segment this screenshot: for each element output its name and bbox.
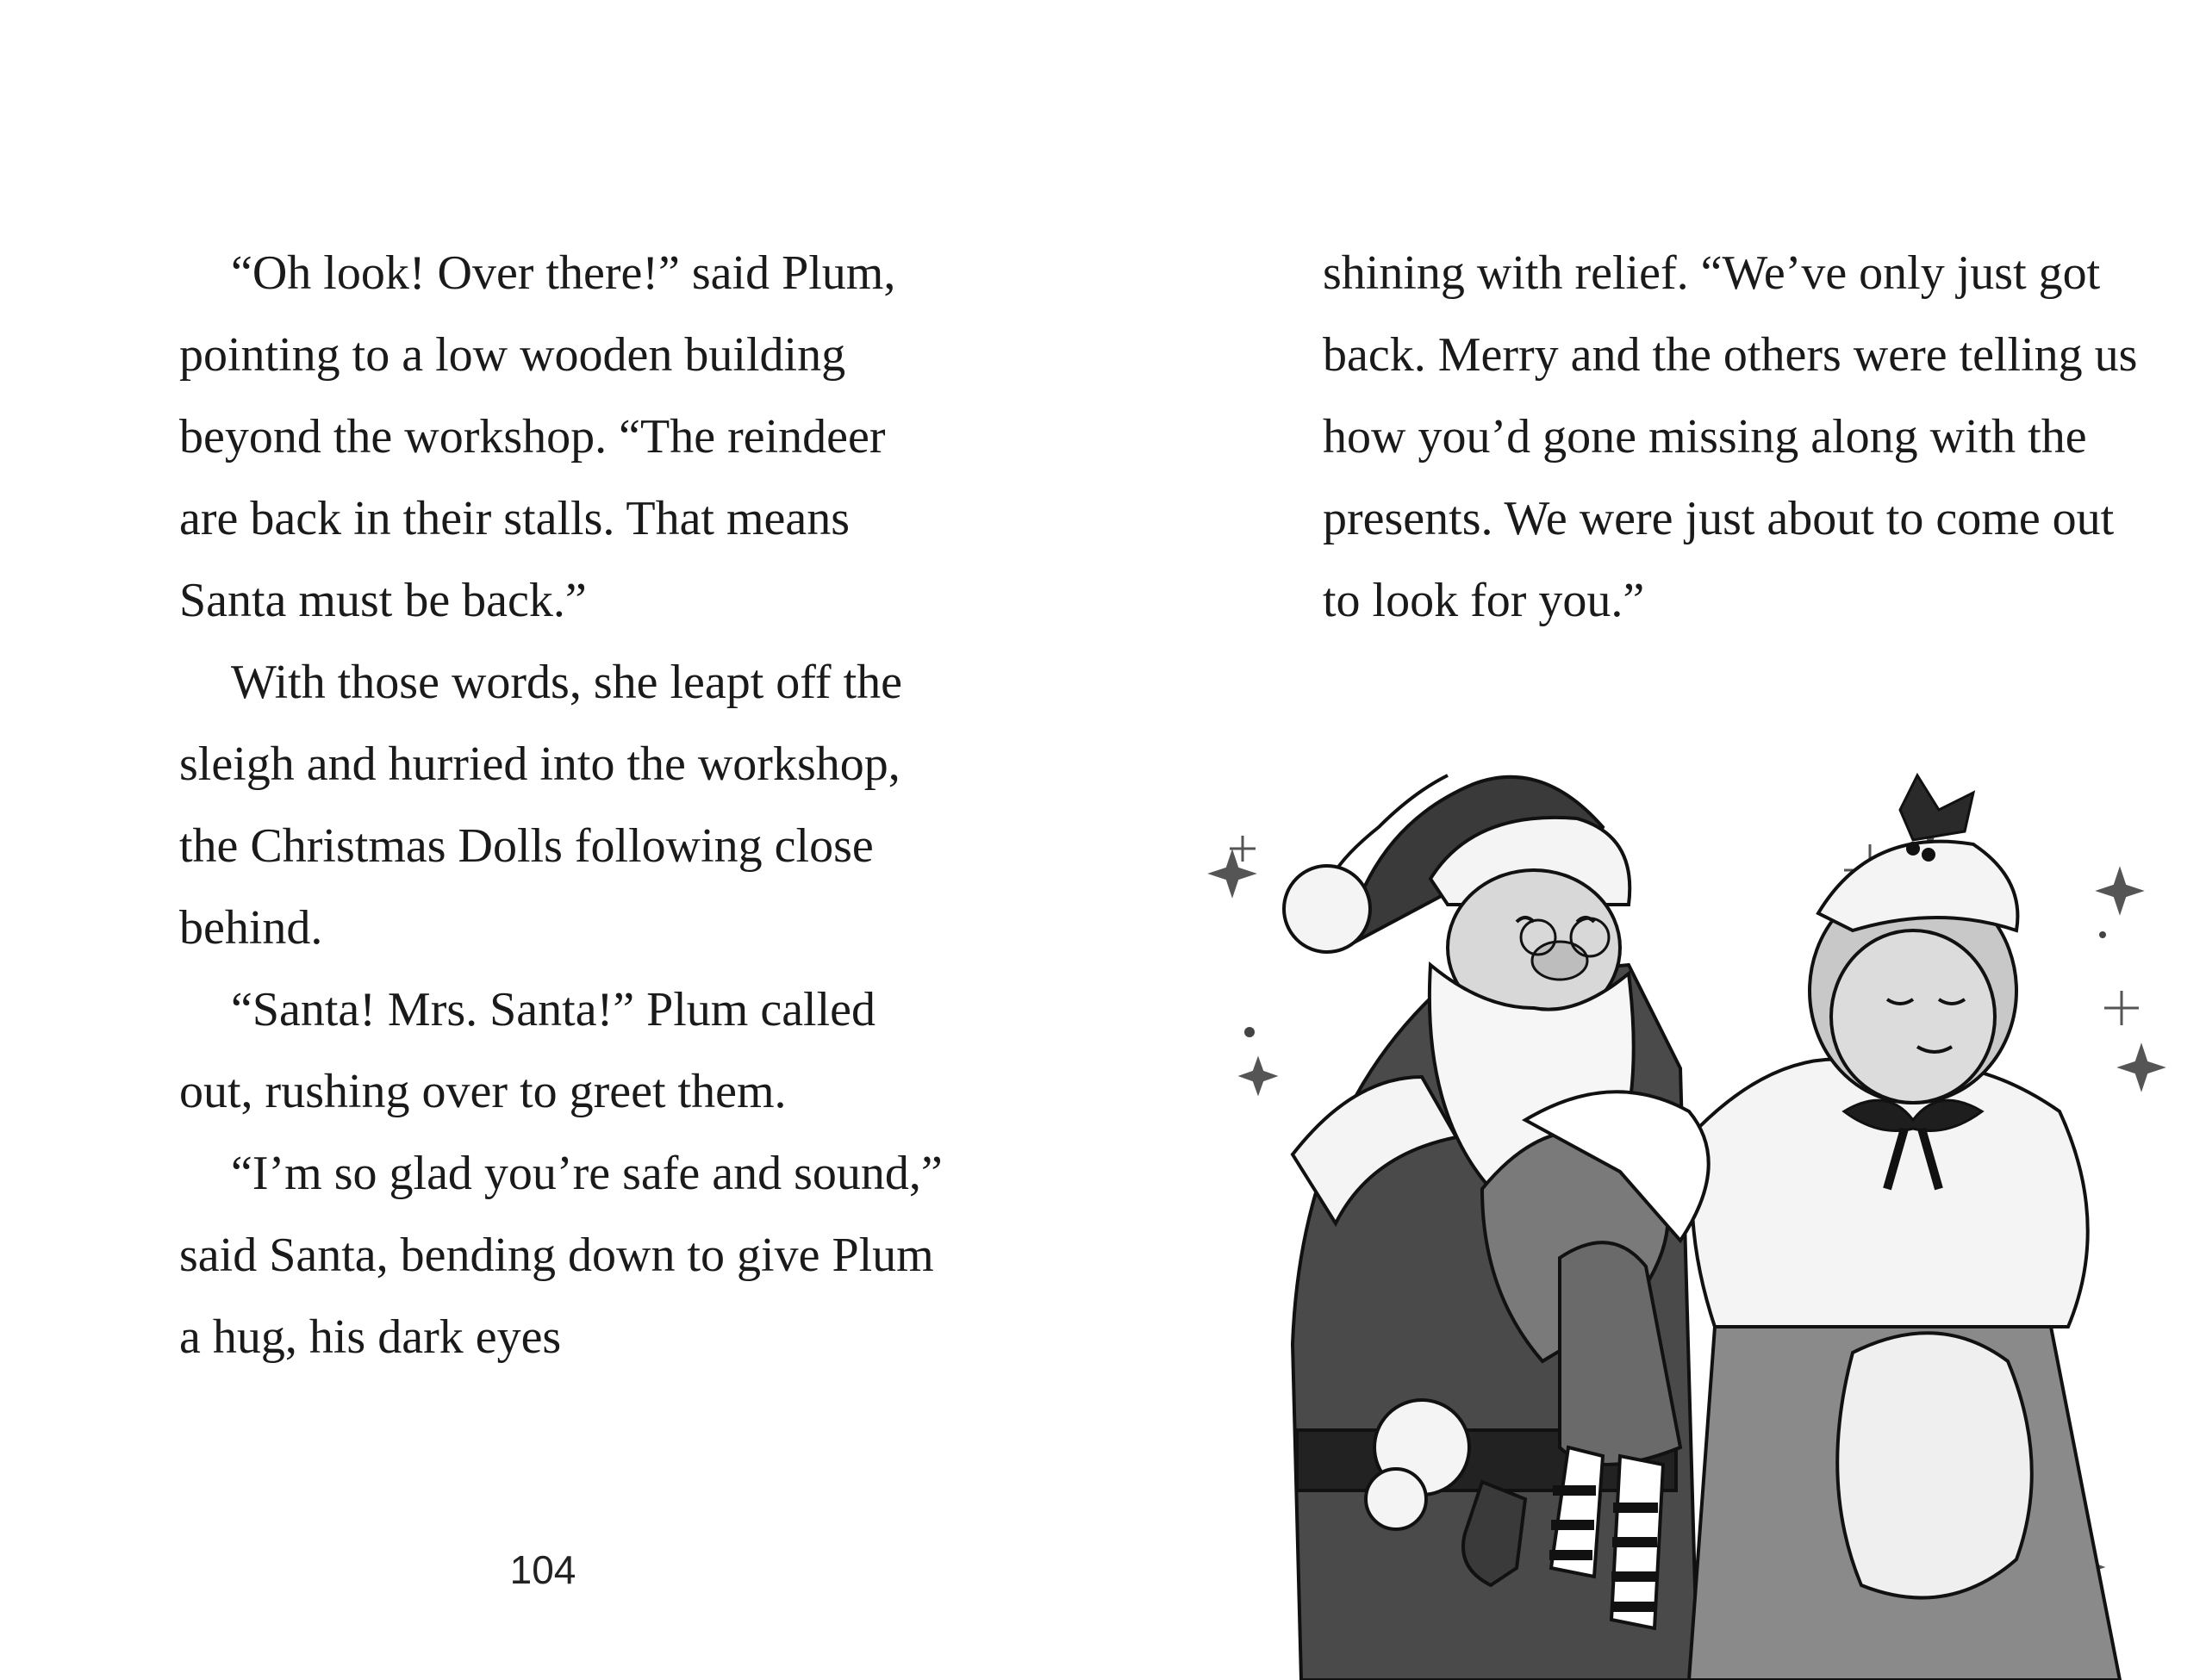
paragraph: “Santa! Mrs. Santa!” Plum called out, rushing over to greet them. [179, 983, 876, 1118]
right-page [1103, 0, 2206, 1680]
santa-hug-illustration [1198, 706, 2206, 1680]
left-page-text [179, 233, 955, 1378]
paragraph: “I’m so glad you’re safe and sound,” said Santa, bending down to give Plum a hug, his dark eyes [179, 1147, 943, 1364]
mrs-santa-figure [1689, 775, 2120, 1680]
paragraph: shining with relief. “We’ve only just got back. Merry and the others were telling us how you’d gone missing along with the presents. We were just about to come out to look for you.” [1323, 246, 2138, 627]
right-page-text [1323, 233, 2150, 642]
paragraph: “Oh look! Over there!” said Plum, pointing to a low wooden building beyond the workshop. “The reindeer are back in their stalls. That means Santa must be back.” [179, 246, 896, 627]
page-number: 104 [509, 1547, 576, 1592]
paragraph: With those words, she leapt off the sleigh and hurried into the workshop, the Christmas Dolls following close behind. [179, 656, 902, 955]
